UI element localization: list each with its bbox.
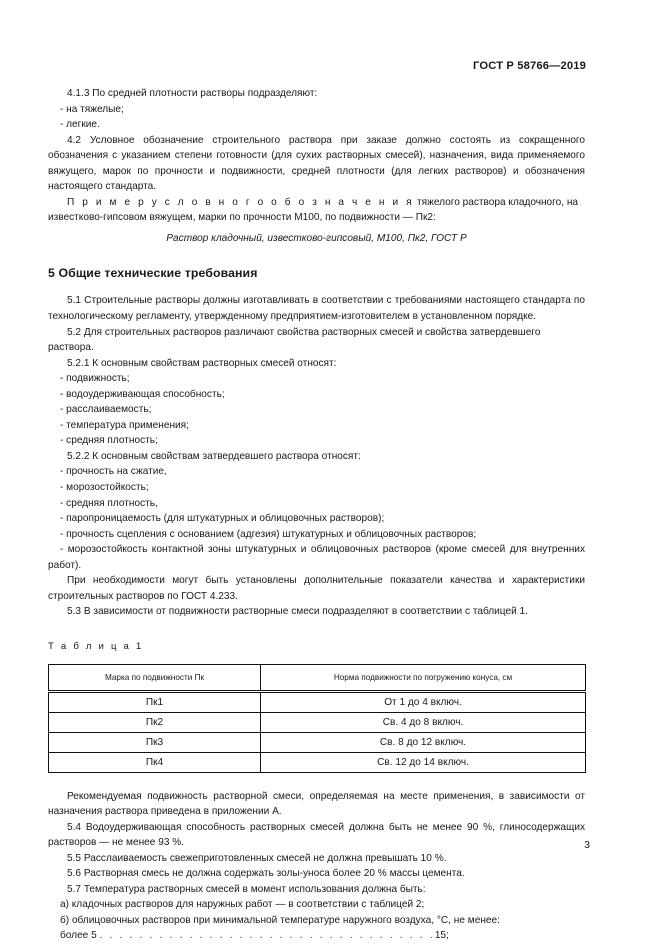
- list-item: - температура применения;: [60, 419, 189, 431]
- example-text: тяжелого раствора кладочного, на известково-гипсовом вяжущем, марки по прочности М100, по подвижности — Пк2:: [48, 196, 579, 224]
- list-item: - паропроницаемость (для штукатурных и облицовочных растворов);: [60, 513, 385, 525]
- running-head: ГОСТ Р 58766—2019: [473, 60, 586, 72]
- paragraph-example: [48, 195, 585, 226]
- list-item-b: б) облицовочных растворов при минимальной температуре наружного воздуха, °С, не менее:: [60, 914, 500, 926]
- cell-grade: Пк4: [49, 752, 261, 772]
- section-heading-5: 5 Общие технические требования: [48, 266, 258, 281]
- list-item: - водоудерживающая способность;: [60, 388, 225, 400]
- cell-norm: Св. 8 до 12 включ.: [261, 732, 586, 752]
- spacer: [48, 655, 585, 664]
- cell-norm: Св. 12 до 14 включ.: [261, 752, 586, 772]
- spacer: [48, 246, 585, 266]
- list-item: - подвижность;: [60, 373, 130, 385]
- table-row: [49, 691, 586, 712]
- table-row: [49, 732, 586, 752]
- list-item: - прочность на сжатие,: [60, 466, 167, 478]
- cell-norm: Св. 4 до 8 включ.: [261, 712, 586, 732]
- paragraph-5-3: 5.3 В зависимости от подвижности растворные смеси подразделяют в соответствии с таблицей 1.: [67, 606, 528, 618]
- page-number: 3: [584, 840, 590, 851]
- table-row: [49, 712, 586, 732]
- list-item: - расслаиваемость;: [60, 404, 152, 416]
- paragraph-5-2-2: 5.2.2 К основным свойствам затвердевшего раствора относят:: [67, 450, 361, 462]
- list-item: - на тяжелые;: [60, 103, 124, 115]
- paragraph-5-2-1: 5.2.1 К основным свойствам растворных смесей относят:: [67, 357, 337, 369]
- leader-label: более 5: [60, 930, 100, 942]
- list-item-a: а) кладочных растворов для наружных работ — в соответствии с таблицей 2;: [60, 899, 425, 911]
- spacer: [48, 773, 585, 789]
- list-item: - средняя плотность,: [60, 497, 158, 509]
- example-label: П р и м е р у с л о в н о г о о б о з н а ч е н и я: [67, 196, 415, 208]
- table-caption: Т а б л и ц а 1: [48, 640, 144, 652]
- leader-line: [48, 928, 585, 944]
- list-item: - морозостойкость контактной зоны штукатурных и облицовочных растворов (кроме смесей для внутренних работ).: [48, 544, 585, 571]
- paragraph-5-4: 5.4 Водоудерживающая способность растворных смесей должна быть не менее 90 %, глиносодержащих растворов — не менее 93 %.: [48, 821, 585, 849]
- paragraph-4-2: 4.2 Условное обозначение строительного раствора при заказе должно состоять из сокращенного обозначения с указанием степени готовности (для сухих растворных смесей), назначения, вида применяемого вяжущего, марок по прочности и подвижности, средней плотности (для легких растворов) и обозначения настоящего стандарта.: [48, 134, 585, 193]
- leader-dots: . . . . . . . . . . . . . . . . . . . . . . . . . . . . . . . . . .: [99, 930, 435, 942]
- paragraph-5-1: 5.1 Строительные растворы должны изготавливать в соответствии с требованиями настоящего стандарта по технологическому регламенту, утвержденному предприятием-изготовителем в установленном порядке.: [48, 295, 585, 323]
- paragraph-4-1-3: 4.1.3 По средней плотности растворы подразделяют:: [67, 88, 318, 99]
- page-body: [48, 86, 585, 944]
- paragraph-5-5: 5.5 Расслаиваемость свежеприготовленных смесей не должна превышать 10 %.: [67, 852, 447, 864]
- cell-grade: Пк3: [49, 732, 261, 752]
- table-row: [49, 752, 586, 772]
- example-designation: Раствор кладочный, известково-гипсовый, М100, Пк2, ГОСТ Р: [166, 232, 467, 244]
- leader-value: 15;: [434, 930, 449, 942]
- list-item: - морозостойкость;: [60, 482, 149, 494]
- paragraph-5-6: 5.6 Растворная смесь не должна содержать золы-уноса более 20 % массы цемента.: [67, 868, 465, 880]
- cell-grade: Пк1: [49, 691, 261, 712]
- cell-grade: Пк2: [49, 712, 261, 732]
- table-header-row: [49, 664, 586, 691]
- column-header-grade: Марка по подвижности Пк: [49, 664, 261, 691]
- list-item: - прочность сцепления с основанием (адгезия) штукатурных и облицовочных растворов;: [60, 528, 477, 540]
- cell-norm: От 1 до 4 включ.: [261, 691, 586, 712]
- list-item: - средняя плотность;: [60, 435, 158, 447]
- paragraph-5-2: 5.2 Для строительных растворов различают свойства растворных смесей и свойства затвердевшего раствора.: [48, 326, 541, 354]
- table-1: [48, 664, 586, 773]
- paragraph-recommended-mobility: Рекомендуемая подвижность растворной смеси, определяемая на месте применения, в зависимости от назначения раствора приведена в приложении А.: [48, 790, 585, 818]
- paragraph-additional-indicators: При необходимости могут быть установлены дополнительные показатели качества и характеристики строительных растворов по ГОСТ 4.233.: [48, 575, 585, 602]
- spacer: [48, 280, 585, 293]
- paragraph-5-7: 5.7 Температура растворных смесей в момент использования должна быть:: [67, 883, 426, 895]
- list-item: - легкие.: [60, 119, 100, 131]
- spacer: [48, 620, 585, 639]
- column-header-norm: Норма подвижности по погружению конуса, см: [261, 664, 586, 691]
